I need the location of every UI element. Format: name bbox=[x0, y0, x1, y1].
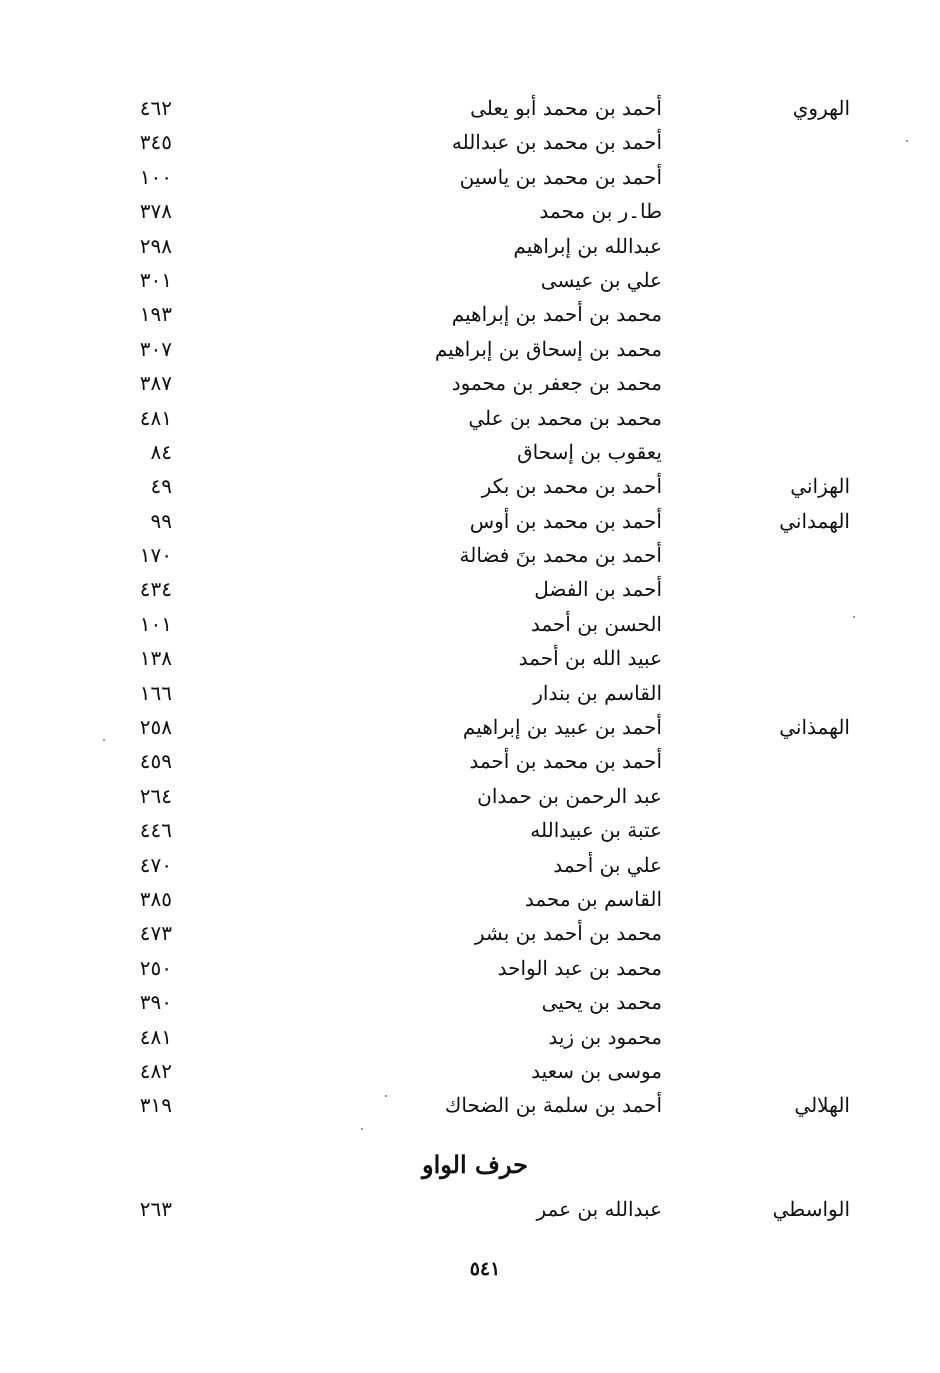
index-entry bbox=[0, 608, 940, 642]
entry-page-number: ١٦٦ bbox=[139, 680, 172, 705]
index-entry bbox=[0, 470, 940, 504]
entry-page-number: ١٠١ bbox=[139, 611, 172, 636]
index-entry bbox=[0, 92, 940, 126]
index-entry bbox=[0, 436, 940, 470]
entry-page-number: ٤٦٢ bbox=[139, 96, 172, 120]
index-entry bbox=[0, 264, 940, 298]
print-speck bbox=[385, 1095, 387, 1097]
print-speck bbox=[103, 739, 105, 741]
index-entry bbox=[0, 1055, 940, 1089]
print-speck bbox=[361, 1128, 363, 1130]
entry-name: عبد الرحمن بن حمدان bbox=[477, 783, 662, 808]
entry-page-number: ٣٠٧ bbox=[139, 336, 172, 361]
entry-page-number: ٤٨١ bbox=[139, 405, 172, 430]
index-entry bbox=[0, 505, 940, 539]
index-entries bbox=[0, 92, 940, 1124]
section-heading: حرف الواو bbox=[422, 1150, 528, 1179]
entry-page-number: ٣٨٥ bbox=[139, 886, 172, 911]
page-number: ٥٤١ bbox=[469, 1258, 501, 1280]
entry-name: أحمد بن محمد بن بكر bbox=[481, 474, 662, 499]
entry-page-number: ٩٩ bbox=[150, 508, 172, 533]
entry-nisba: الواسطي bbox=[772, 1197, 850, 1221]
index-entry bbox=[0, 333, 940, 367]
index-entry bbox=[0, 539, 940, 573]
entry-name: علي بن عيسى bbox=[540, 267, 662, 292]
entry-name: أحمد بن سلمة بن الضحاك bbox=[444, 1093, 662, 1118]
entry-name: محمد بن أحمد بن بشر bbox=[474, 921, 662, 946]
entry-name: عبدالله بن إبراهيم bbox=[513, 233, 662, 258]
entry-page-number: ١٧٠ bbox=[139, 543, 172, 568]
print-speck bbox=[853, 616, 855, 618]
entry-name: محمود بن زيد bbox=[548, 1024, 662, 1049]
entry-name: القاسم بن محمد bbox=[524, 886, 662, 911]
entry-name: أحمد بن محمد بن أحمد bbox=[469, 749, 662, 774]
index-entry bbox=[0, 642, 940, 676]
index-entry bbox=[0, 780, 940, 814]
index-entry bbox=[0, 1089, 940, 1123]
entry-name: أحمد بن محمد أبو يعلى bbox=[470, 96, 662, 120]
index-entry bbox=[0, 917, 940, 951]
entry-name: محمد بن يحيى bbox=[541, 990, 662, 1015]
entry-name: الحسن بن أحمد bbox=[530, 611, 662, 636]
entry-page-number: ٤٣٤ bbox=[139, 577, 172, 602]
entry-nisba: الهمذاني bbox=[779, 715, 850, 740]
index-entry bbox=[0, 883, 940, 917]
entry-name: محمد بن عبد الواحد bbox=[497, 955, 662, 980]
entry-page-number: ١٠٠ bbox=[139, 164, 172, 189]
entry-page-number: ٤٧٣ bbox=[139, 921, 172, 946]
index-entry bbox=[0, 1193, 940, 1227]
entry-page-number: ٣٩٠ bbox=[139, 990, 172, 1015]
entry-page-number: ٣١٩ bbox=[139, 1093, 172, 1118]
entry-nisba: الهمداني bbox=[779, 508, 850, 533]
entry-page-number: ٣٨٧ bbox=[139, 371, 172, 396]
entry-name: أحمد بن محمد بن ياسين bbox=[459, 164, 662, 189]
entry-page-number: ٢٦٤ bbox=[139, 783, 172, 808]
entry-page-number: ٢٦٣ bbox=[139, 1197, 172, 1221]
entry-name: محمد بن أحمد بن إبراهيم bbox=[451, 302, 662, 327]
entry-name: طا۔ر بن محمد bbox=[539, 199, 662, 224]
entry-page-number: ١٣٨ bbox=[139, 646, 172, 671]
index-entry bbox=[0, 230, 940, 264]
entry-name: عبيد الله بن أحمد bbox=[518, 646, 662, 671]
index-entry bbox=[0, 711, 940, 745]
entry-name: يعقوب بن إسحاق bbox=[517, 439, 662, 464]
entry-name: محمد بن إسحاق بن إبراهيم bbox=[434, 336, 662, 361]
index-entry bbox=[0, 1021, 940, 1055]
index-entry bbox=[0, 573, 940, 607]
index-entry bbox=[0, 677, 940, 711]
index-entry bbox=[0, 126, 940, 160]
entry-page-number: ٤٥٩ bbox=[139, 749, 172, 774]
entry-nisba: الهلالي bbox=[794, 1093, 850, 1118]
entry-name: علي بن أحمد bbox=[553, 852, 662, 877]
entry-nisba: الهروي bbox=[792, 96, 850, 120]
entry-page-number: ٤٩ bbox=[150, 474, 172, 499]
index-entry bbox=[0, 298, 940, 332]
index-entry bbox=[0, 367, 940, 401]
entry-name: أحمد بن عبيد بن إبراهيم bbox=[462, 715, 662, 740]
entry-name: أحمد بن الفضل bbox=[534, 577, 662, 602]
index-entry bbox=[0, 402, 940, 436]
index-entry bbox=[0, 814, 940, 848]
print-speck bbox=[906, 140, 908, 142]
index-entry bbox=[0, 986, 940, 1020]
entry-name: عبدالله بن عمر bbox=[536, 1197, 662, 1221]
entry-name: أحمد بن محمد بنَ فضالة bbox=[459, 543, 662, 568]
entry-page-number: ٨٤ bbox=[150, 439, 172, 464]
entry-page-number: ٢٥٨ bbox=[139, 715, 172, 740]
entry-name: أحمد بن محمد بن أوس bbox=[469, 508, 662, 533]
entry-name: موسى بن سعيد bbox=[531, 1058, 662, 1083]
entry-page-number: ٢٩٨ bbox=[139, 233, 172, 258]
index-entry bbox=[0, 195, 940, 229]
entry-page-number: ١٩٣ bbox=[139, 302, 172, 327]
entry-name: محمد بن محمد بن علي bbox=[468, 405, 662, 430]
entry-page-number: ٢٥٠ bbox=[139, 955, 172, 980]
index-entry bbox=[0, 849, 940, 883]
entry-page-number: ٤٨٢ bbox=[139, 1058, 172, 1083]
entry-page-number: ٣٧٨ bbox=[139, 199, 172, 224]
index-entry bbox=[0, 161, 940, 195]
entry-name: محمد بن جعفر بن محمود bbox=[451, 371, 662, 396]
entry-page-number: ٤٧٠ bbox=[139, 852, 172, 877]
entry-name: القاسم بن بندار bbox=[533, 680, 662, 705]
entry-name: عتبة بن عبيدالله bbox=[530, 818, 662, 843]
entry-page-number: ٣٠١ bbox=[139, 267, 172, 292]
entry-nisba: الهزاني bbox=[790, 474, 850, 499]
entry-page-number: ٤٤٦ bbox=[139, 818, 172, 843]
entry-page-number: ٤٨١ bbox=[139, 1024, 172, 1049]
entry-page-number: ٣٤٥ bbox=[139, 130, 172, 155]
index-entry bbox=[0, 745, 940, 779]
index-entry bbox=[0, 952, 940, 986]
entry-name: أحمد بن محمد بن عبدالله bbox=[451, 130, 662, 155]
